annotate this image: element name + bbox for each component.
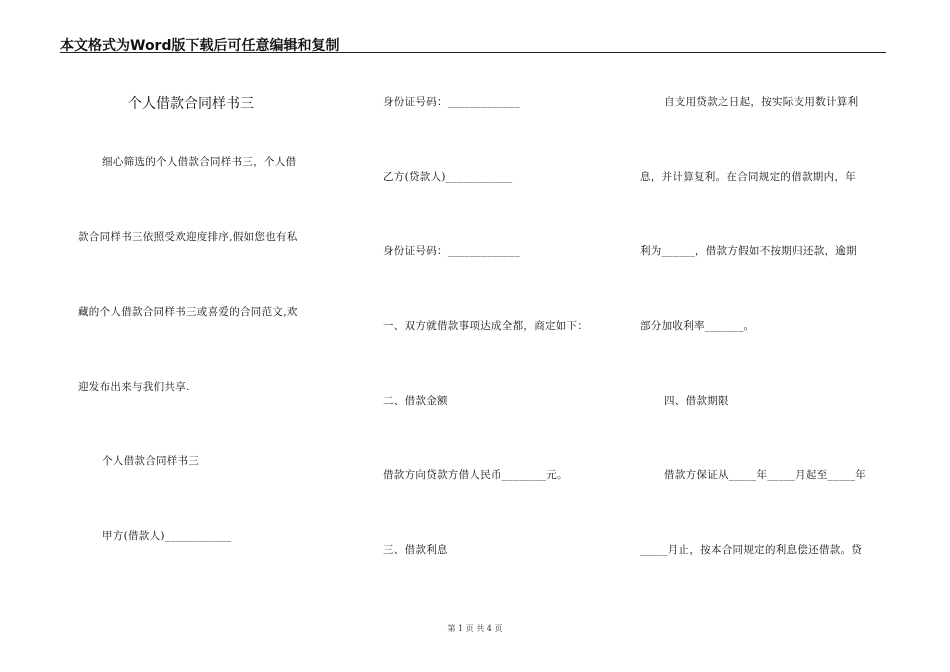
- paragraph-line: 藏的个人借款合同样书三或喜爱的合同范文,欢: [78, 306, 298, 318]
- paragraph-line: 一、双方就借款事项达成全都，商定如下：: [383, 320, 589, 332]
- paragraph-line: 借款方保证从_____年_____月起至_____年: [664, 469, 867, 481]
- paragraph-line: 迎发布出来与我们共享.: [78, 381, 190, 393]
- paragraph-line: 身份证号码：_____________: [383, 96, 520, 108]
- paragraph-line: 部分加收利率_______。: [640, 320, 755, 332]
- paragraph-line: 自支用贷款之日起，按实际支用数计算利: [664, 96, 859, 108]
- paragraph-line: 四、借款期限: [664, 395, 729, 407]
- paragraph-line: 利为______，借款方假如不按期归还款，逾期: [640, 245, 857, 257]
- paragraph-line: 借款方向贷款方借人民币________元。: [383, 469, 568, 481]
- paragraph-line: 三、借款利息: [383, 544, 448, 556]
- paragraph-line: 个人借款合同样书三: [102, 455, 200, 467]
- paragraph-line: 息，并计算复利。在合同规定的借款期内，年: [640, 171, 856, 183]
- header-title: 本文格式为Word版下载后可任意编辑和复制: [60, 38, 340, 54]
- paragraph-line: 二、借款金额: [383, 395, 448, 407]
- page-indicator: 第 1 页 共 4 页: [447, 624, 503, 633]
- paragraph-line: 乙方(贷款人)____________: [383, 171, 513, 183]
- paragraph-line: 款合同样书三依照受欢迎度排序,假如您也有私: [78, 231, 298, 243]
- paragraph-line: 甲方(借款人)____________: [102, 530, 232, 542]
- paragraph-line: 身份证号码：_____________: [383, 245, 520, 257]
- paragraph-line: 细心筛选的个人借款合同样书三，个人借: [102, 156, 297, 168]
- document-title: 个人借款合同样书三: [128, 96, 254, 112]
- header-rule: [60, 52, 886, 53]
- paragraph-line: _____月止，按本合同规定的利息偿还借款。贷: [640, 544, 863, 556]
